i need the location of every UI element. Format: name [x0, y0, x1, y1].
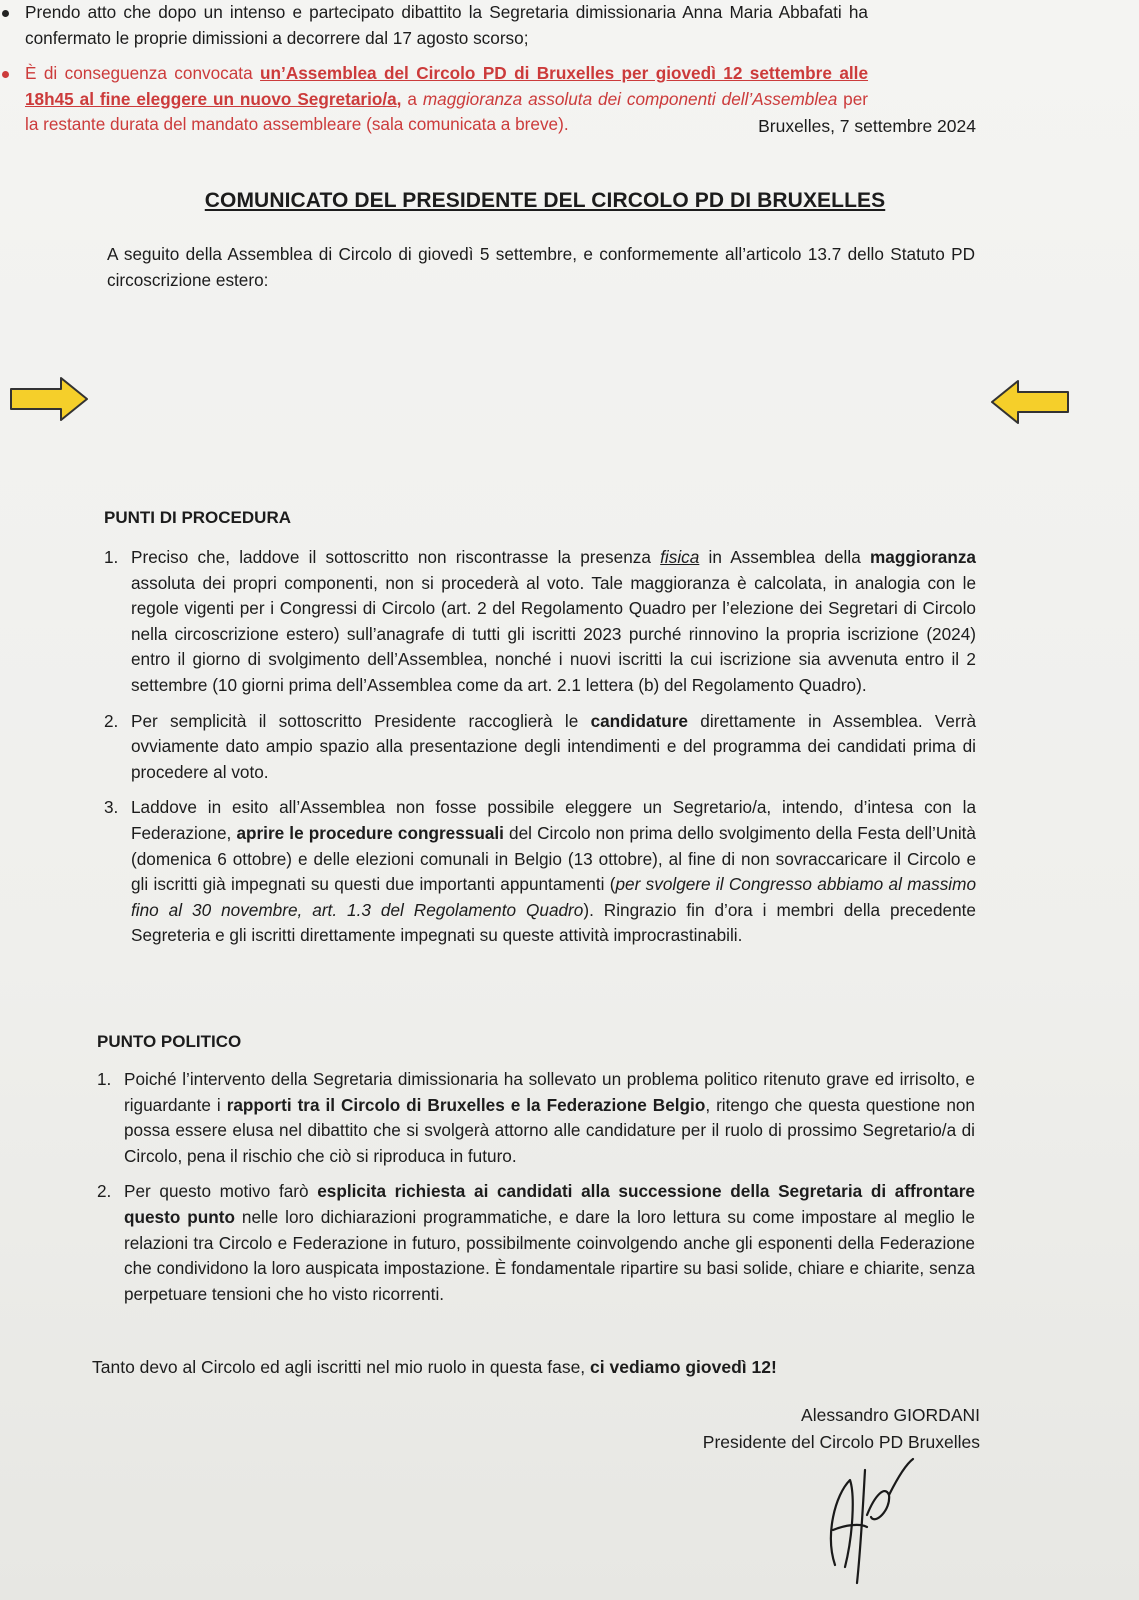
arrow-right-icon — [9, 376, 89, 422]
intro-paragraph: A seguito della Assemblea di Circolo di giovedì 5 settembre, e conformemente all’articolo 13.7 dello Statuto PD circoscrizione estero: — [107, 244, 975, 290]
item-bold: esplicita richiesta ai candidati alla successione della Segretaria di affrontare questo punto — [124, 1181, 975, 1227]
item-text: ). Ringrazio fin d’ora i membri della precedente Segreteria e gli iscritti direttamente impegnati su queste attività improcrastinabili. — [131, 899, 976, 946]
item-text: direttamente in Assemblea. Verrà ovviamente dato ampio spazio alla presentazione degli intendimenti e del programma dei candidati prima di procedere al voto. — [131, 710, 976, 782]
signatory-role: Presidente del Circolo PD Bruxelles — [702, 1432, 980, 1452]
closing-bold: ci vediamo giovedì 12! — [590, 1357, 777, 1377]
bullet-dot-icon — [2, 10, 9, 17]
handwritten-signature — [805, 1455, 945, 1595]
item-bold: aprire le procedure congressuali — [236, 822, 504, 843]
item-text: del Circolo non prima dello svolgimento della Festa dell’Unità (domenica 6 ottobre) e delle elezioni comunali in Belgio (13 ottobre), al fine di non sovraccaricare il Circolo e gli iscritti già impegnati su questi due importanti appuntamenti ( — [131, 822, 976, 895]
item-emphasis: fisica — [660, 547, 700, 567]
item-italic: per svolgere il Congresso abbiamo al massimo fino al 30 novembre, art. 1.3 del Regolamento Quadro — [131, 874, 976, 920]
list-item-highlighted — [0, 61, 868, 138]
closing-line — [92, 1355, 777, 1381]
item-number: 1. — [104, 547, 119, 567]
list-item — [104, 709, 976, 786]
item-text: Per semplicità il sottoscritto Presidente raccoglierà le — [131, 710, 591, 731]
political-list — [97, 1067, 975, 1317]
list-item — [104, 795, 976, 949]
list-item — [0, 0, 868, 51]
item-text: nelle loro dichiarazioni programmatiche, e dare la loro lettura su come impostare al meglio le relazioni tra Circolo e Federazione in futuro, possibilmente coinvolgendo anche gli esponenti della Federazione che condividono la loro auspicata impostazione. È fondamentale ripartire su basi solide, chiare e chiarite, senza perpetuare tensioni che ho visto ricorrenti. — [124, 1206, 975, 1304]
item-text: Preciso che, laddove il sottoscritto non riscontrasse la presenza — [131, 547, 661, 567]
list-item — [97, 1067, 975, 1169]
item-bold: maggioranza — [869, 547, 976, 567]
signatory-name: Alessandro GIORDANI — [801, 1405, 980, 1425]
majority-note: maggioranza assoluta dei componenti dell’Assemblea — [422, 88, 838, 109]
announcement-list — [0, 0, 868, 138]
item-text: Laddove in esito all’Assemblea non fosse possibile eleggere un Segretario/a, intendo, d’intesa con la Federazione, — [131, 797, 976, 843]
procedure-heading: PUNTI DI PROCEDURA — [104, 508, 292, 527]
list-item — [97, 1179, 975, 1307]
bullet-text: Prendo atto che dopo un intenso e partecipato dibattito la Segretaria dimissionaria Anna Maria Abbafati ha confermato le proprie dimissioni a decorrere dal 17 agosto scorso; — [25, 2, 868, 48]
item-number: 2. — [104, 710, 119, 731]
item-text: Per questo motivo farò — [124, 1181, 318, 1202]
item-number: 1. — [97, 1069, 112, 1089]
closing-text: Tanto devo al Circolo ed agli iscritti nel mio ruolo in questa fase, — [92, 1357, 591, 1377]
item-bold: candidature — [590, 710, 688, 731]
political-heading: PUNTO POLITICO — [97, 1032, 242, 1051]
bullet-text-pre: È di conseguenza convocata — [25, 63, 261, 84]
document-title: COMUNICATO DEL PRESIDENTE DEL CIRCOLO PD DI BRUXELLES — [204, 189, 886, 212]
arrow-left-icon — [990, 379, 1070, 425]
bullet-dot-icon — [2, 71, 9, 78]
bullet-text-mid: a — [401, 88, 423, 109]
item-text: , ritengo che questa questione non possa essere elusa nel dibattito che si svolgerà attorno alle candidature per il ruolo di prossimo Segretario/a di Circolo, pena il rischio che ciò si riproduca in futuro. — [124, 1094, 975, 1166]
bullet-text-post: per la restante durata del mandato assembleare (sala comunicata a breve). — [25, 88, 869, 135]
list-item — [104, 545, 976, 699]
item-text: Poiché l’intervento della Segretaria dimissionaria ha sollevato un problema politico ritenuto grave ed irrisolto, e riguardante i — [124, 1069, 975, 1115]
procedure-list — [104, 545, 976, 959]
item-number: 3. — [104, 797, 119, 818]
assembly-announcement: un’Assemblea del Circolo PD di Bruxelles per giovedì 12 settembre alle 18h45 al fine eleggere un nuovo Segretario/a, — [25, 63, 869, 109]
item-number: 2. — [97, 1181, 112, 1202]
item-text: in Assemblea della — [699, 547, 870, 567]
item-bold: rapporti tra il Circolo di Bruxelles e la Federazione Belgio — [226, 1094, 706, 1115]
item-text: assoluta dei propri componenti, non si procederà al voto. Tale maggioranza è calcolata, in analogia con le regole vigenti per i Congressi di Circolo (art. 2 del Regolamento Quadro per l’elezione dei Segretari di Circolo nella circoscrizione estero) sull’anagrafe di tutti gli iscritti 2023 purché rinnovino la propria iscrizione (2024) entro il giorno di svolgimento dell’Assemblea, nonché i nuovi iscritti la cui iscrizione sia avvenuta entro il 2 settembre (10 giorni prima dell’Assemblea come da art. 2.1 lettera (b) del Regolamento Quadro). — [131, 572, 976, 695]
document-date: Bruxelles, 7 settembre 2024 — [758, 116, 976, 136]
